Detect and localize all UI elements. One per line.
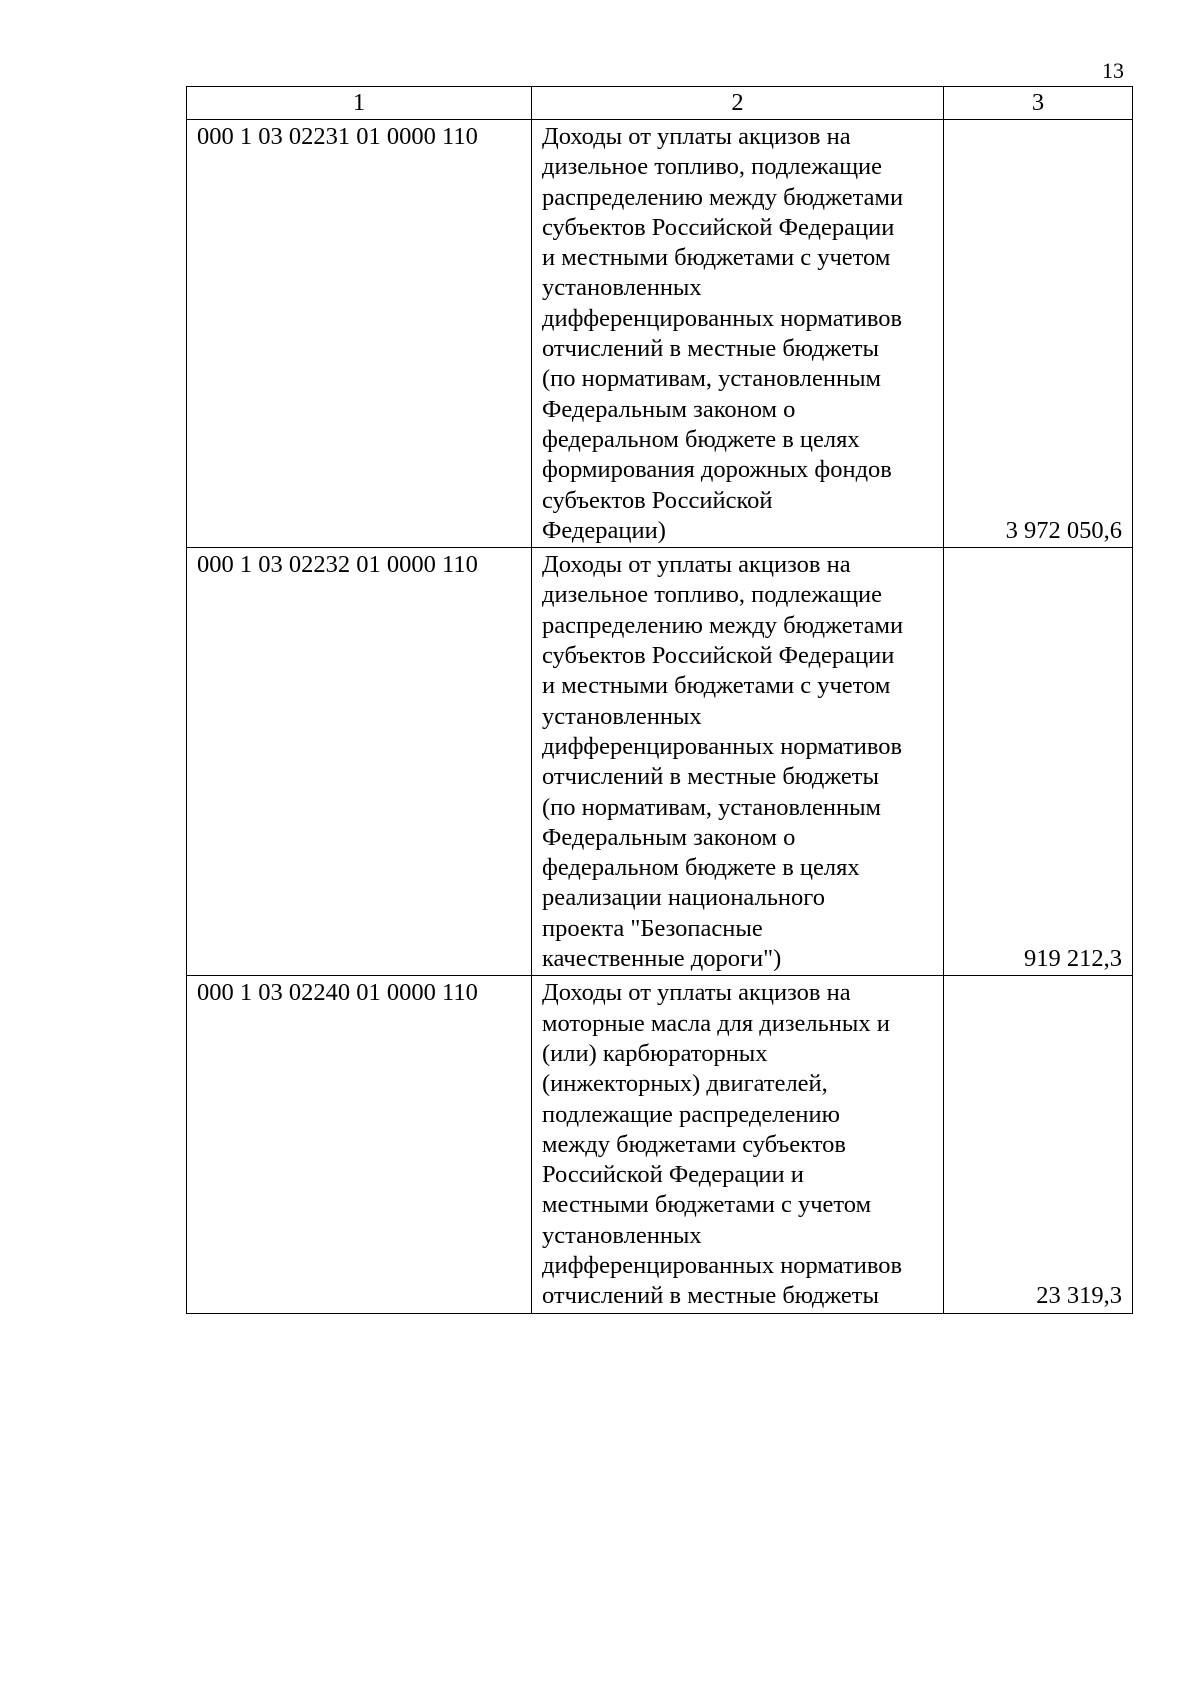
revenue-description bbox=[532, 548, 944, 976]
description-line: качественные дороги") bbox=[542, 945, 782, 973]
budget-code: 000 1 03 02240 01 0000 110 bbox=[187, 976, 532, 1313]
revenue-amount: 919 212,3 bbox=[944, 548, 1133, 976]
page-number: 13 bbox=[1102, 58, 1124, 83]
revenue-table bbox=[186, 86, 1133, 1314]
description-line: реализации национального bbox=[542, 884, 825, 912]
description-line: и местными бюджетами с учетом bbox=[542, 672, 891, 700]
revenue-amount: 23 319,3 bbox=[944, 976, 1133, 1313]
revenue-description bbox=[532, 120, 944, 548]
description-line: Доходы от уплаты акцизов на bbox=[542, 551, 851, 579]
description-line: формирования дорожных фондов bbox=[542, 456, 892, 484]
description-line: подлежащие распределению bbox=[542, 1100, 840, 1128]
description-line: отчислений в местные бюджеты bbox=[542, 335, 879, 363]
description-line: и местными бюджетами с учетом bbox=[542, 244, 891, 272]
description-line: между бюджетами субъектов bbox=[542, 1130, 846, 1158]
description-line: распределению между бюджетами bbox=[542, 611, 904, 639]
description-line: Российской Федерации и bbox=[542, 1161, 804, 1189]
table-body bbox=[187, 120, 1133, 1314]
table-row bbox=[187, 120, 1133, 548]
description-line: моторные масла для дизельных и bbox=[542, 1009, 890, 1037]
description-line: дифференцированных нормативов bbox=[542, 1251, 903, 1279]
revenue-amount: 3 972 050,6 bbox=[944, 120, 1133, 548]
description-line: установленных bbox=[542, 1221, 702, 1249]
column-header-1: 1 bbox=[187, 87, 532, 120]
description-line: распределению между бюджетами bbox=[542, 183, 904, 211]
description-line: Доходы от уплаты акцизов на bbox=[542, 123, 851, 150]
description-line: субъектов Российской bbox=[542, 486, 773, 514]
table-header bbox=[187, 87, 1133, 120]
description-line: федеральном бюджете в целях bbox=[542, 425, 860, 453]
description-line: федеральном бюджете в целях bbox=[542, 854, 860, 882]
description-line: отчислений в местные бюджеты bbox=[542, 763, 879, 791]
column-header-2: 2 bbox=[532, 87, 944, 120]
header-row bbox=[187, 87, 1133, 120]
column-header-3: 3 bbox=[944, 87, 1133, 120]
table-row bbox=[187, 548, 1133, 976]
description-line: дифференцированных нормативов bbox=[542, 304, 903, 332]
description-line: дизельное топливо, подлежащие bbox=[542, 153, 883, 181]
description-line: (инжекторных) двигателей, bbox=[542, 1070, 828, 1098]
description-line: отчислений в местные бюджеты bbox=[542, 1282, 879, 1310]
description-line: (или) карбюраторных bbox=[542, 1039, 768, 1067]
table-row bbox=[187, 976, 1133, 1313]
description-line: (по нормативам, установленным bbox=[542, 793, 882, 821]
description-line: Федеральным законом о bbox=[542, 823, 796, 851]
description-line: Федеральным законом о bbox=[542, 395, 796, 423]
description-line: Федерации) bbox=[542, 516, 666, 544]
description-line: установленных bbox=[542, 702, 702, 730]
revenue-description bbox=[532, 976, 944, 1313]
description-line: местными бюджетами с учетом bbox=[542, 1191, 872, 1219]
description-line: Доходы от уплаты акцизов на bbox=[542, 979, 851, 1007]
budget-code: 000 1 03 02231 01 0000 110 bbox=[187, 120, 532, 548]
description-line: дизельное топливо, подлежащие bbox=[542, 581, 883, 609]
description-line: субъектов Российской Федерации bbox=[542, 213, 895, 241]
description-line: (по нормативам, установленным bbox=[542, 365, 882, 393]
description-line: проекта "Безопасные bbox=[542, 914, 763, 942]
description-line: установленных bbox=[542, 274, 702, 302]
budget-code: 000 1 03 02232 01 0000 110 bbox=[187, 548, 532, 976]
description-line: субъектов Российской Федерации bbox=[542, 642, 895, 670]
description-line: дифференцированных нормативов bbox=[542, 732, 903, 760]
